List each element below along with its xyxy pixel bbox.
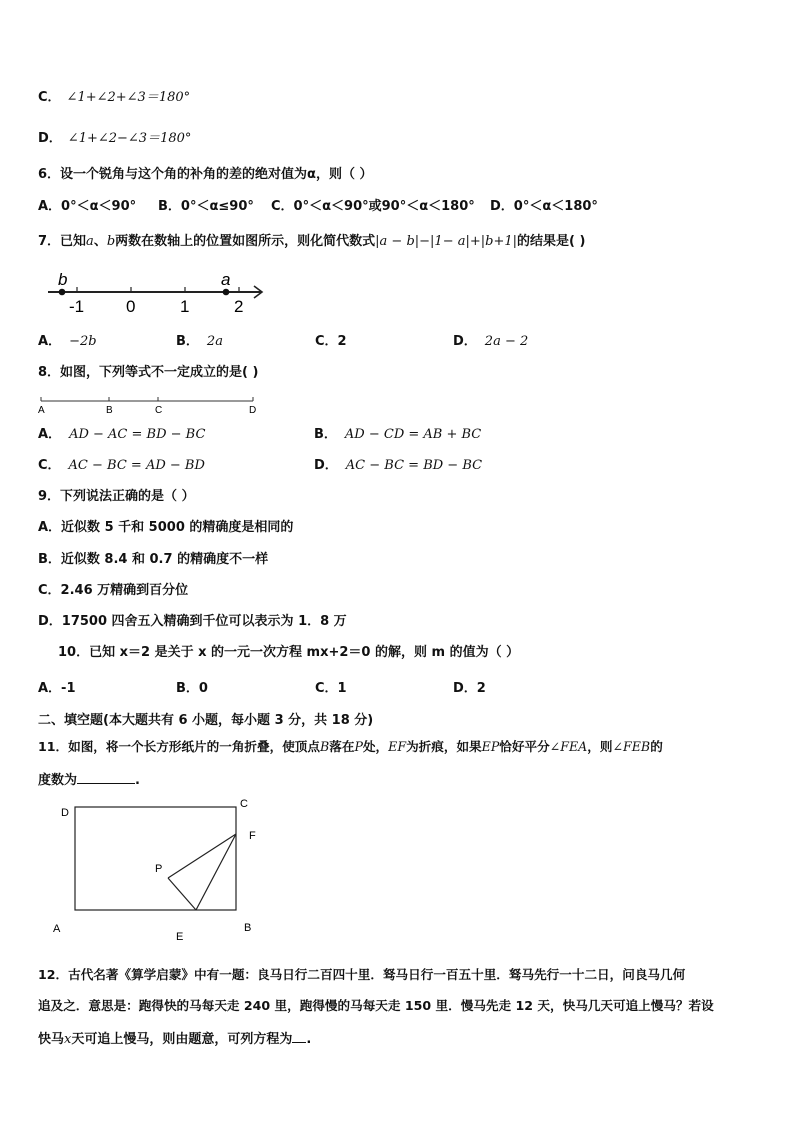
point-a-dot	[223, 289, 230, 296]
rectangle-abcd	[75, 807, 236, 910]
point-b-label: b	[58, 270, 68, 289]
q11-var-p: P	[354, 739, 363, 754]
point-a-label: a	[221, 270, 231, 289]
q10-stem: 10．已知 x＝2 是关于 x 的一元一次方程 mx+2＝0 的解，则 m 的值为（ ）	[58, 645, 520, 660]
q10-option-c: C．1	[315, 681, 347, 696]
q8-option-a	[38, 425, 205, 445]
point-f-label: F	[249, 830, 256, 842]
q12-line3	[38, 1028, 311, 1050]
q6-option-c: C．0°＜α＜90°或90°＜α＜180°	[271, 199, 475, 214]
q9-option-b: B．近似数 8.4 和 0.7 的精确度不一样	[38, 552, 269, 567]
q12-var-x: x	[64, 1032, 72, 1047]
tick-label-1: 1	[180, 297, 190, 316]
q11-angle-feb: ∠FEB	[612, 739, 651, 754]
point-c-label: C	[155, 405, 163, 416]
tick-label-2: 2	[234, 297, 244, 316]
q11-mid1: 落在	[329, 739, 355, 754]
q8-option-c-label: C．	[38, 458, 61, 473]
q6-option-a: A．0°＜α＜90°	[38, 199, 137, 214]
q8-option-d	[314, 456, 482, 476]
q11-mid3: 为折痕，如果	[406, 739, 482, 754]
q6-option-b: B．0°＜α≤90°	[158, 199, 254, 214]
q6-stem: 6．设一个锐角与这个角的补角的差的绝对值为α，则（ ）	[38, 167, 373, 182]
q11-rectangle-figure	[48, 792, 268, 942]
point-a-label: A	[38, 405, 45, 416]
q8-segment-figure	[36, 392, 266, 416]
q11-answer-blank[interactable]	[77, 769, 135, 784]
q12-line3-post: 天可追上慢马，则由题意，可列方程为	[71, 1032, 293, 1047]
q7-var-a: a	[86, 234, 94, 249]
tick-label-minus-1: -1	[69, 297, 85, 316]
q11-stem	[38, 737, 663, 757]
segment-fp	[168, 834, 236, 878]
q7-option-d	[453, 332, 528, 352]
q7-sep: 、	[93, 234, 107, 249]
q11-pre: 11．如图，将一个长方形纸片的一角折叠，使顶点	[38, 739, 320, 754]
q8-option-b-expr: AD − CD = AB + BC	[344, 427, 482, 442]
vertex-b-label: B	[244, 922, 252, 934]
q7-option-a	[38, 332, 97, 352]
vertex-a-label: A	[53, 923, 61, 935]
q8-option-b-label: B．	[314, 427, 337, 442]
q5-option-c-label: C．	[38, 90, 61, 105]
q11-line2	[38, 769, 140, 791]
q7-option-b-expr: 2a	[206, 334, 223, 349]
q11-line2-end: .	[135, 773, 140, 788]
q5-option-d-expr: ∠1+∠2−∠3＝180°	[67, 131, 192, 146]
point-p-label: P	[155, 863, 163, 875]
q11-tail: 的	[650, 739, 663, 754]
q5-option-c	[38, 88, 190, 108]
section-2-heading: 二、填空题(本大题共有 6 小题，每小题 3 分，共 18 分)	[38, 713, 374, 728]
q7-stem-mid: 两数在数轴上的位置如图所示，则化简代数式	[115, 234, 376, 249]
q8-option-a-label: A．	[38, 427, 62, 442]
point-d-label: D	[249, 405, 257, 416]
q7-var-b: b	[106, 234, 116, 249]
q5-option-d-label: D．	[38, 131, 62, 146]
q7-stem-post: 的结果是( )	[517, 234, 586, 249]
q8-option-a-expr: AD − AC = BD − BC	[69, 427, 206, 442]
q7-option-c: C．2	[315, 334, 347, 349]
q11-angle-fea: ∠FEA	[549, 739, 588, 754]
q8-option-d-label: D．	[314, 458, 338, 473]
q7-number-line	[40, 266, 280, 318]
point-e-label: E	[176, 931, 184, 942]
point-b-label: B	[106, 405, 113, 416]
q11-mid4: 恰好平分	[499, 739, 550, 754]
q9-option-c: C．2.46 万精确到百分位	[38, 583, 189, 598]
tick-label-0: 0	[126, 297, 136, 316]
q7-expression: |a − b|−|1− a|+|b+1|	[375, 234, 517, 249]
q8-option-b	[314, 425, 481, 445]
vertex-d-label: D	[61, 807, 69, 819]
q11-line2-text: 度数为	[38, 773, 78, 788]
q7-option-b-label: B．	[176, 334, 199, 349]
q7-option-a-label: A．	[38, 334, 62, 349]
segment-pe	[168, 878, 196, 910]
q12-line1: 12．古代名著《算学启蒙》中有一题：良马日行二百四十里．驽马日行一百五十里．驽马先行一十二日，问良马几何	[38, 967, 686, 982]
q11-mid5: ，则	[587, 739, 613, 754]
q7-option-d-expr: 2a − 2	[484, 334, 529, 349]
q11-mid2: 处，	[362, 739, 389, 754]
q7-option-d-label: D．	[453, 334, 477, 349]
q10-option-b: B．0	[176, 681, 208, 696]
q11-var-ep: EP	[481, 739, 500, 754]
q7-stem	[38, 232, 585, 252]
point-b-dot	[59, 289, 66, 296]
q10-option-d: D．2	[453, 681, 486, 696]
q8-option-d-expr: AC − BC = BD − BC	[345, 458, 483, 473]
q12-line2: 追及之．意思是：跑得快的马每天走 240 里，跑得慢的马每天走 150 里．慢马先走 12 天，快马几天可追上慢马？若设	[38, 998, 714, 1013]
q11-var-ef: EF	[388, 739, 407, 754]
q5-option-c-expr: ∠1+∠2+∠3＝180°	[66, 90, 191, 105]
q7-stem-pre: 7．已知	[38, 234, 87, 249]
vertex-c-label: C	[240, 798, 248, 810]
q7-option-a-expr: −2b	[69, 334, 97, 349]
q8-option-c	[38, 456, 205, 476]
q9-option-a: A．近似数 5 千和 5000 的精确度是相同的	[38, 520, 294, 535]
q9-stem: 9．下列说法正确的是（ ）	[38, 489, 195, 504]
segment-ef	[196, 834, 236, 910]
q12-line3-end: .	[306, 1032, 312, 1047]
q6-option-d: D．0°＜α＜180°	[490, 199, 598, 214]
q10-option-a: A．-1	[38, 681, 76, 696]
q12-answer-blank[interactable]	[292, 1028, 306, 1043]
q7-option-b	[176, 332, 223, 352]
q11-var-b: B	[320, 739, 330, 754]
q9-option-d: D．17500 四舍五入精确到千位可以表示为 1．8 万	[38, 614, 347, 629]
q5-option-d	[38, 129, 191, 149]
q8-stem: 8．如图，下列等式不一定成立的是( )	[38, 365, 259, 380]
q12-line3-pre: 快马	[38, 1032, 65, 1047]
q8-option-c-expr: AC − BC = AD − BD	[68, 458, 205, 473]
